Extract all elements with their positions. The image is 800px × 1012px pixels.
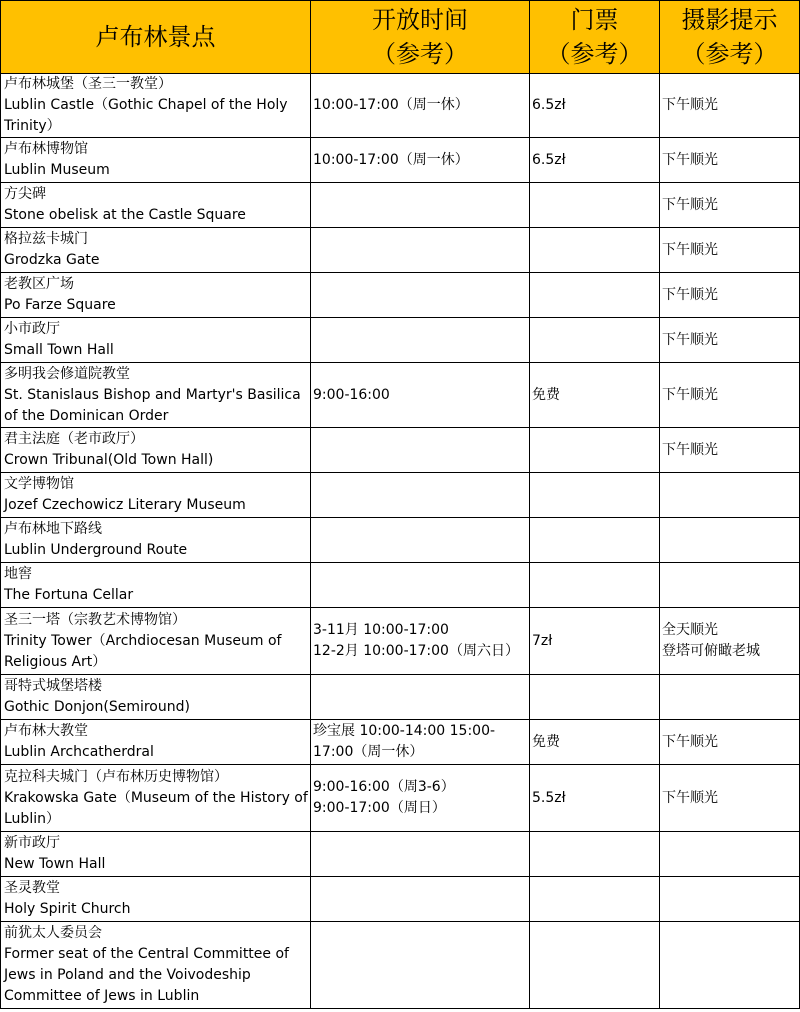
attraction-name-en: The Fortuna Cellar [4, 587, 134, 603]
attraction-name-cell [1, 608, 311, 675]
opening-hours-text: 12-2月 10:00-17:00（周六日） [313, 643, 519, 659]
attraction-name-en: Lublin Castle（Gothic Chapel of the Holy Trinity） [4, 97, 293, 134]
photo-tip-text: 下午顺光 [662, 286, 718, 303]
ticket-cell [530, 318, 660, 363]
photo-tip-text: 下午顺光 [662, 441, 718, 458]
header-ticket-note: （参考） [546, 40, 643, 68]
table-row [1, 563, 800, 608]
ticket-cell [530, 273, 660, 318]
ticket-price: 6.5zł [532, 97, 566, 113]
opening-hours-text: 9:00-16:00（周3-6） [313, 779, 455, 795]
ticket-cell [530, 832, 660, 877]
opening-hours-cell [311, 675, 530, 720]
attraction-name-zh: 文学博物馆 [4, 476, 74, 492]
photo-tip-cell [660, 832, 800, 877]
photo-tip-text: 下午顺光 [662, 97, 718, 113]
header-name [1, 1, 311, 74]
attraction-name-zh: 卢布林博物馆 [4, 141, 88, 157]
attraction-name-zh: 圣三一塔（宗教艺术博物馆） [4, 611, 186, 628]
photo-tip-cell [660, 765, 800, 832]
photo-tip-text: 登塔可俯瞰老城 [662, 643, 760, 659]
attraction-name-cell [1, 473, 311, 518]
opening-hours-text: 9:00-17:00（周日） [313, 800, 446, 816]
attraction-name-en: St. Stanislaus Bishop and Martyr's Basilica of the Dominican Order [4, 386, 306, 424]
ticket-price: 免费 [532, 386, 560, 403]
opening-hours-text: 9:00-16:00 [313, 386, 390, 403]
header-hours-label: 开放时间 [372, 6, 468, 34]
table-row [1, 138, 800, 183]
table-row [1, 74, 800, 138]
attraction-name-cell [1, 138, 311, 183]
header-ticket-label: 门票 [570, 6, 619, 34]
attraction-name-zh: 克拉科夫城门（卢布林历史博物馆） [4, 768, 228, 785]
opening-hours-text: 珍宝展 10:00-14:00 15:00-17:00（周一休） [313, 723, 496, 760]
attraction-name-en: Grodzka Gate [4, 252, 100, 268]
attraction-name-cell [1, 363, 311, 428]
ticket-price: 6.5zł [532, 151, 566, 168]
photo-tip-cell [660, 363, 800, 428]
photo-tip-cell [660, 720, 800, 765]
table-row [1, 608, 800, 675]
header-name-label: 卢布林景点 [95, 23, 216, 51]
header-photo-note: （参考） [681, 40, 778, 68]
table-row [1, 473, 800, 518]
attraction-name-en: Lublin Archcatherdral [4, 744, 154, 760]
attraction-name-cell [1, 563, 311, 608]
opening-hours-cell [311, 720, 530, 765]
ticket-cell [530, 675, 660, 720]
attraction-name-en: Krakowska Gate（Museum of the History of Lublin） [4, 789, 313, 827]
opening-hours-cell [311, 74, 530, 138]
photo-tip-text: 下午顺光 [662, 151, 718, 168]
table-row [1, 832, 800, 877]
ticket-cell [530, 518, 660, 563]
attraction-name-zh: 格拉兹卡城门 [4, 231, 88, 247]
photo-tip-text: 下午顺光 [662, 386, 718, 403]
opening-hours-cell [311, 765, 530, 832]
ticket-price: 5.5zł [532, 789, 566, 806]
header-hours [311, 1, 530, 74]
ticket-cell [530, 228, 660, 273]
photo-tip-cell [660, 318, 800, 363]
attraction-name-zh: 多明我会修道院教堂 [4, 365, 130, 382]
ticket-cell [530, 877, 660, 922]
attraction-name-cell [1, 720, 311, 765]
attraction-name-zh: 地窖 [4, 566, 32, 582]
opening-hours-cell [311, 228, 530, 273]
opening-hours-text: 10:00-17:00（周一休） [313, 151, 469, 168]
attraction-name-zh: 卢布林城堡（圣三一教堂） [4, 76, 172, 92]
attraction-name-zh: 君主法庭（老市政厅） [4, 431, 144, 447]
attraction-name-cell [1, 228, 311, 273]
opening-hours-cell [311, 183, 530, 228]
opening-hours-cell [311, 832, 530, 877]
photo-tip-cell [660, 675, 800, 720]
photo-tip-text: 下午顺光 [662, 196, 718, 213]
attraction-name-en: Small Town Hall [4, 342, 114, 358]
attraction-name-zh: 前犹太人委员会 [4, 925, 102, 941]
attraction-name-zh: 小市政厅 [4, 321, 60, 337]
attraction-name-en: Lublin Underground Route [4, 542, 188, 558]
opening-hours-cell [311, 273, 530, 318]
attraction-name-en: Former seat of the Central Committee of Jews in Poland and the Voivodeship Committee of Jews in Lublin [4, 946, 294, 1004]
ticket-cell [530, 183, 660, 228]
attraction-name-en: New Town Hall [4, 856, 106, 872]
header-photo-label: 摄影提示 [681, 6, 778, 34]
attraction-name-cell [1, 675, 311, 720]
opening-hours-cell [311, 608, 530, 675]
opening-hours-cell [311, 518, 530, 563]
attraction-name-en: Stone obelisk at the Castle Square [4, 207, 246, 223]
header-ticket [530, 1, 660, 74]
attraction-name-cell [1, 765, 311, 832]
header-photo [660, 1, 800, 74]
opening-hours-cell [311, 363, 530, 428]
opening-hours-cell [311, 922, 530, 1009]
header-hours-note: （参考） [372, 40, 468, 68]
opening-hours-cell [311, 563, 530, 608]
ticket-cell [530, 74, 660, 138]
photo-tip-cell [660, 563, 800, 608]
ticket-cell [530, 765, 660, 832]
attraction-name-zh: 卢布林地下路线 [4, 521, 102, 537]
attraction-name-zh: 圣灵教堂 [4, 880, 60, 896]
photo-tip-text: 全天顺光 [662, 622, 718, 638]
table-row [1, 428, 800, 473]
attraction-name-cell [1, 877, 311, 922]
photo-tip-cell [660, 183, 800, 228]
attraction-name-cell [1, 832, 311, 877]
opening-hours-cell [311, 428, 530, 473]
photo-tip-cell [660, 428, 800, 473]
attraction-name-cell [1, 518, 311, 563]
attraction-name-cell [1, 318, 311, 363]
ticket-cell [530, 922, 660, 1009]
photo-tip-text: 下午顺光 [662, 789, 718, 806]
ticket-cell [530, 363, 660, 428]
table-row [1, 363, 800, 428]
photo-tip-cell [660, 518, 800, 563]
table-row [1, 318, 800, 363]
attraction-name-en: Lublin Museum [4, 162, 110, 178]
ticket-cell [530, 608, 660, 675]
ticket-cell [530, 428, 660, 473]
table-row [1, 675, 800, 720]
attraction-name-cell [1, 74, 311, 138]
table-row [1, 720, 800, 765]
attraction-name-en: Po Farze Square [4, 297, 116, 313]
attraction-name-en: Crown Tribunal(Old Town Hall) [4, 452, 214, 468]
attraction-name-zh: 卢布林大教堂 [4, 723, 88, 739]
opening-hours-cell [311, 877, 530, 922]
attraction-name-cell [1, 428, 311, 473]
attraction-name-zh: 哥特式城堡塔楼 [4, 678, 102, 694]
attraction-name-cell [1, 183, 311, 228]
photo-tip-text: 下午顺光 [662, 733, 718, 750]
attraction-name-zh: 老教区广场 [4, 276, 74, 292]
attraction-name-cell [1, 273, 311, 318]
table-row [1, 518, 800, 563]
photo-tip-cell [660, 228, 800, 273]
photo-tip-cell [660, 922, 800, 1009]
attraction-name-en: Holy Spirit Church [4, 901, 131, 917]
photo-tip-cell [660, 473, 800, 518]
photo-tip-cell [660, 608, 800, 675]
table-row [1, 765, 800, 832]
ticket-cell [530, 563, 660, 608]
opening-hours-cell [311, 318, 530, 363]
ticket-cell [530, 473, 660, 518]
attraction-name-zh: 新市政厅 [4, 835, 60, 851]
attraction-name-cell [1, 922, 311, 1009]
ticket-price: 免费 [532, 733, 560, 750]
photo-tip-cell [660, 877, 800, 922]
ticket-price: 7zł [532, 632, 553, 649]
table-row [1, 228, 800, 273]
table-row [1, 922, 800, 1009]
photo-tip-cell [660, 138, 800, 183]
table-row [1, 273, 800, 318]
table-row [1, 877, 800, 922]
photo-tip-cell [660, 273, 800, 318]
attraction-name-en: Jozef Czechowicz Literary Museum [4, 497, 246, 513]
attraction-name-en: Trinity Tower（Archdiocesan Museum of Religious Art） [4, 632, 286, 670]
header-row [1, 1, 800, 74]
opening-hours-text: 10:00-17:00（周一休） [313, 97, 469, 113]
attraction-name-zh: 方尖碑 [4, 186, 46, 202]
ticket-cell [530, 720, 660, 765]
attraction-name-en: Gothic Donjon(Semiround) [4, 699, 190, 715]
photo-tip-cell [660, 74, 800, 138]
ticket-cell [530, 138, 660, 183]
photo-tip-text: 下午顺光 [662, 241, 718, 258]
opening-hours-text: 3-11月 10:00-17:00 [313, 622, 449, 638]
photo-tip-text: 下午顺光 [662, 331, 718, 348]
table-row [1, 183, 800, 228]
opening-hours-cell [311, 473, 530, 518]
table-body [1, 74, 800, 1009]
opening-hours-cell [311, 138, 530, 183]
